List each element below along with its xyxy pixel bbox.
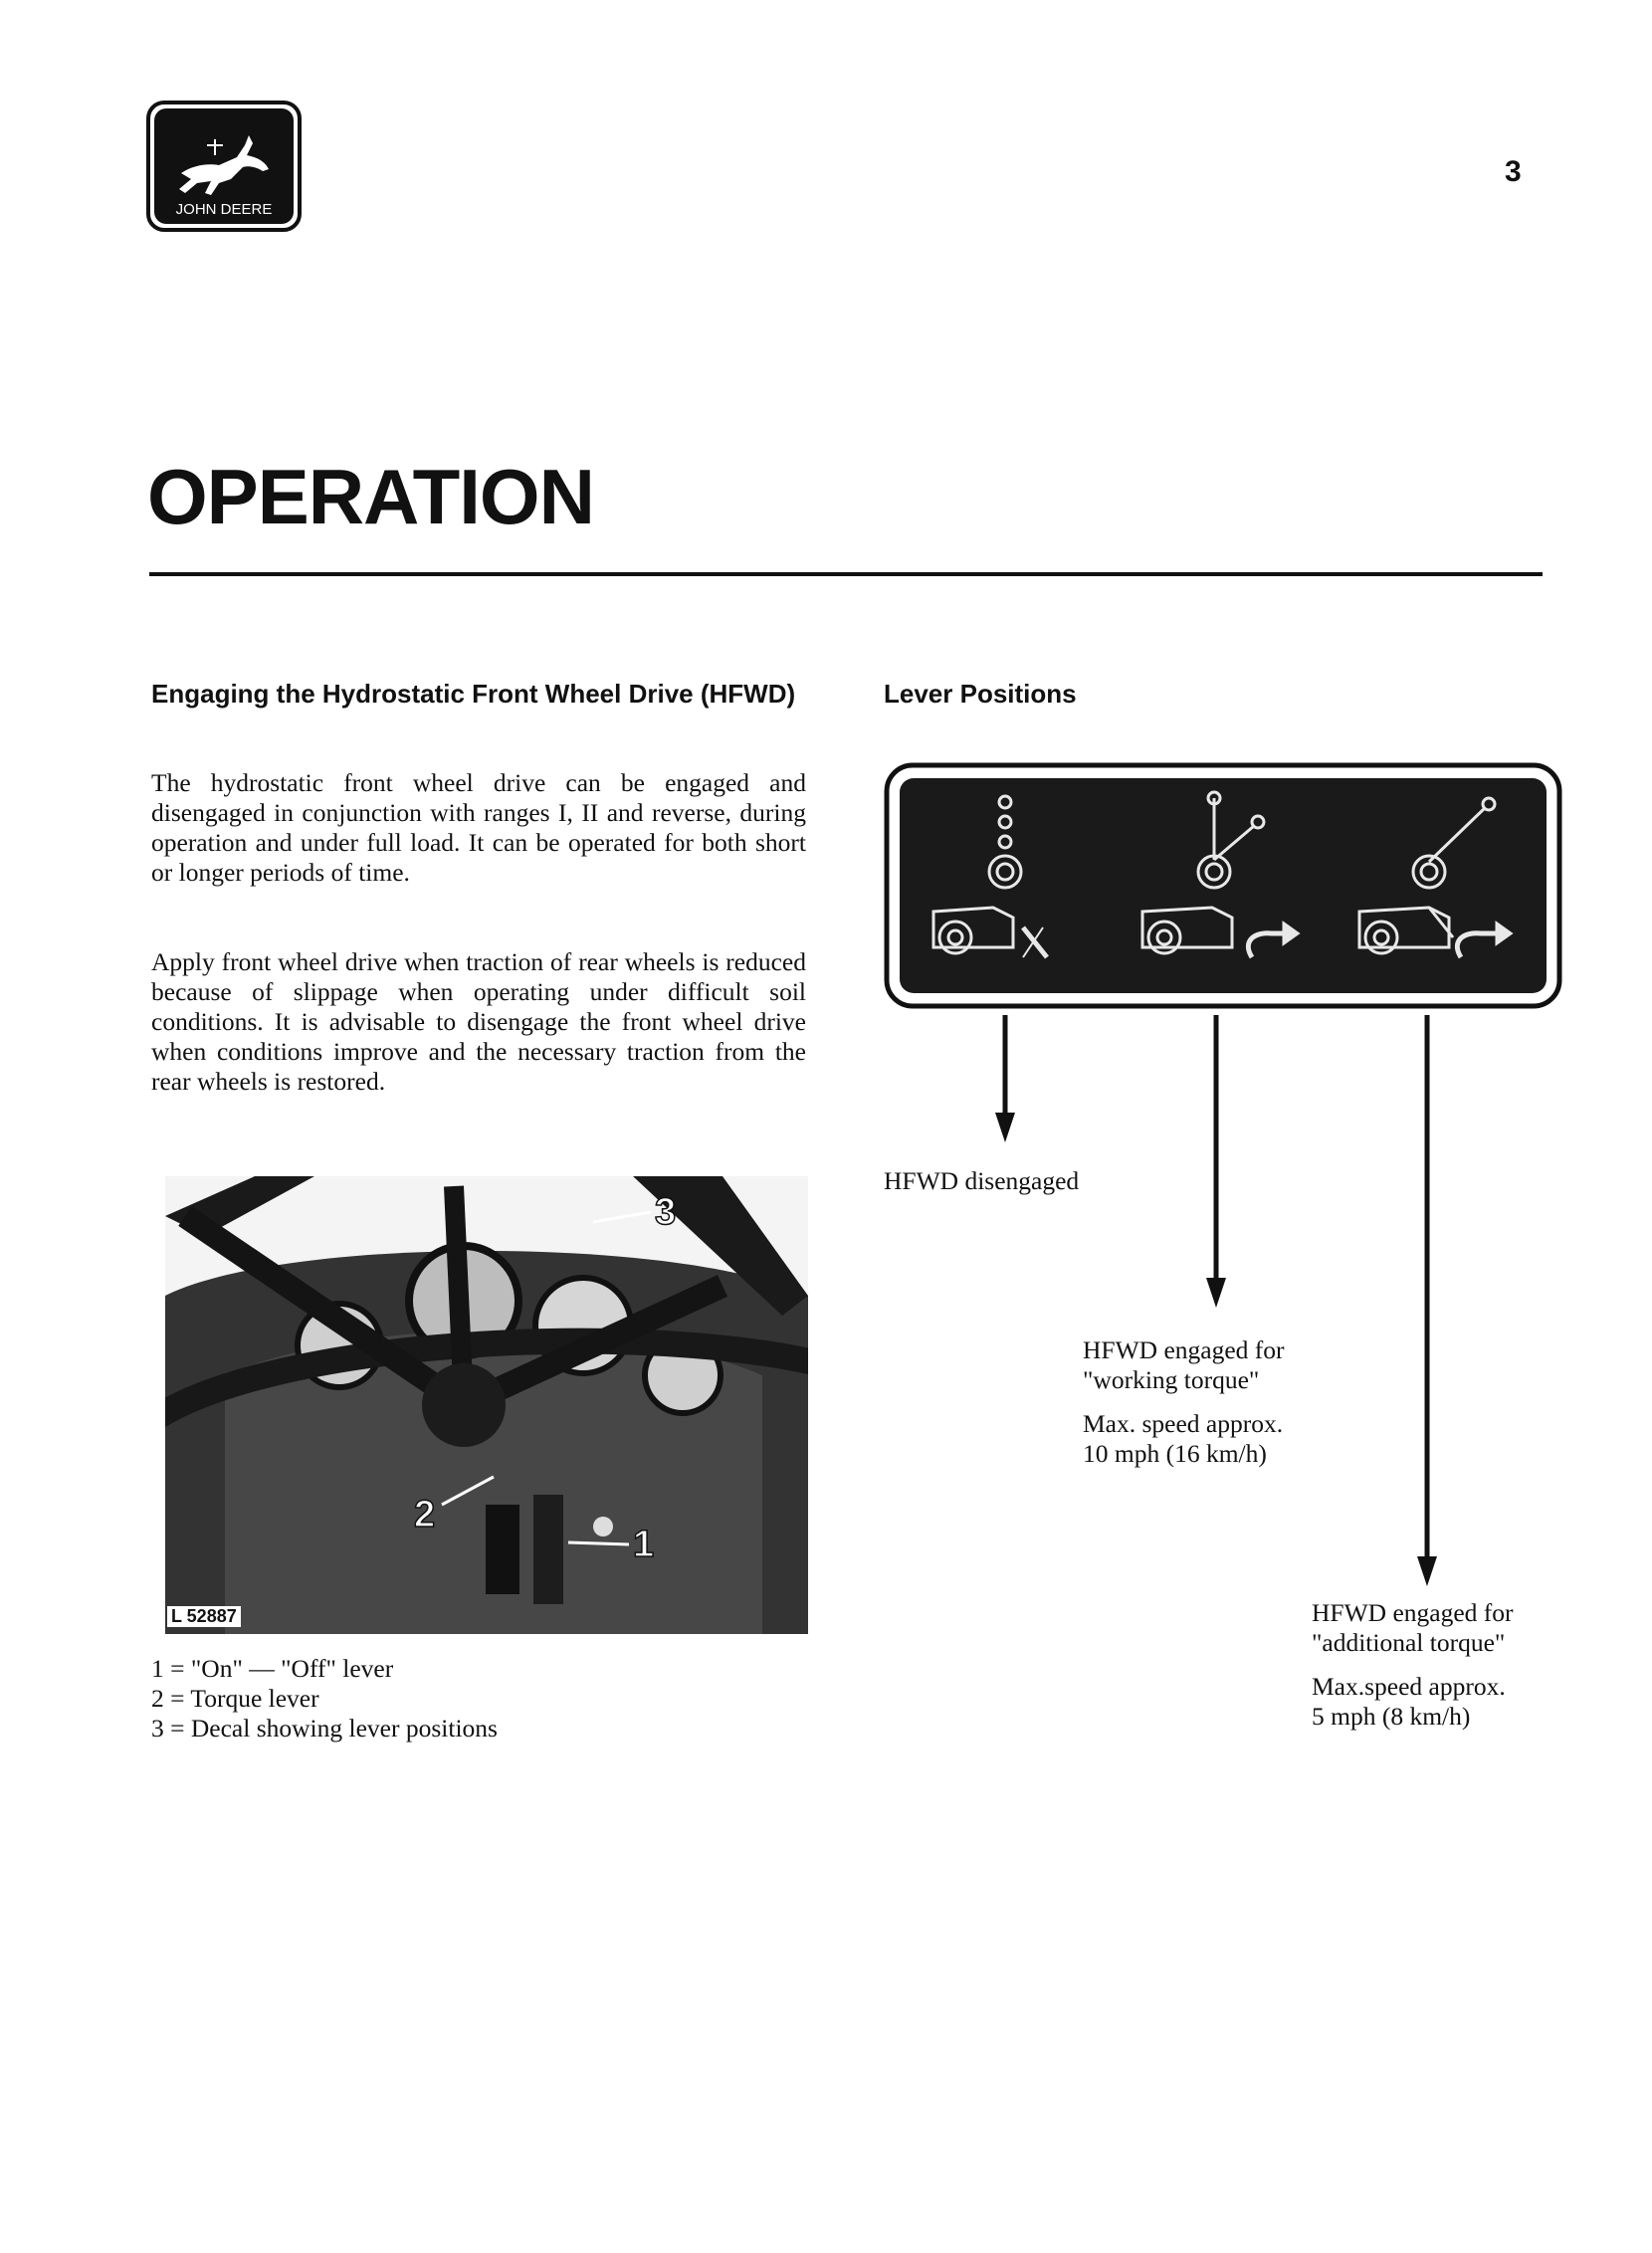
position-additional-torque-label-line2: "additional torque" [1312, 1628, 1506, 1657]
page-number: 3 [1505, 155, 1522, 188]
position-additional-torque [1312, 1598, 1514, 1732]
legend-item-2: 2 = Torque lever [151, 1684, 319, 1713]
photo-callout-2: 2 [414, 1494, 436, 1536]
position-working-torque-label-line2: "working torque" [1083, 1365, 1260, 1394]
legend-item-1: 1 = "On" — "Off" lever [151, 1654, 394, 1683]
arrow-head-disengaged [995, 1113, 1015, 1142]
photo-callout-3: 3 [655, 1191, 677, 1233]
position-working-torque-label-line1: HFWD engaged for [1083, 1335, 1285, 1364]
position-disengaged-label: HFWD disengaged [884, 1166, 1080, 1195]
section-heading-hfwd: Engaging the Hydrostatic Front Wheel Drive (HFWD) [151, 679, 796, 709]
position-additional-torque-speed-line1: Max.speed approx. [1312, 1672, 1506, 1701]
photo-callout-1: 1 [633, 1524, 655, 1565]
legend-item-3: 3 = Decal showing lever positions [151, 1714, 498, 1742]
paragraph-engaging: The hydrostatic front wheel drive can be engaged and disengaged in conjunction with ranges I, II and reverse, during operation and under full load. It can be operated for both short or longer periods of time. [151, 768, 806, 887]
paragraph-apply: Apply front wheel drive when traction of rear wheels is reduced because of slippage when operating under difficult soil conditions. It is advisable to disengage the front wheel drive when conditions improve and the necessary traction from the rear wheels is restored. [151, 947, 806, 1096]
position-working-torque-speed-line1: Max. speed approx. [1083, 1409, 1284, 1438]
lever-positions-decal [884, 762, 1562, 1009]
position-additional-torque-speed-line2: 5 mph (8 km/h) [1312, 1702, 1471, 1731]
photo-legend [151, 1654, 498, 1743]
section-heading-lever-positions: Lever Positions [884, 679, 1077, 709]
arrow-head-additional-torque [1417, 1556, 1437, 1586]
title-divider [149, 572, 1543, 576]
tractor-controls-photo [165, 1176, 808, 1634]
position-additional-torque-label-line1: HFWD engaged for [1312, 1598, 1514, 1627]
page-title: OPERATION [147, 453, 594, 540]
john-deere-logo [145, 100, 303, 233]
lever-position-arrows [975, 1007, 1453, 1594]
position-working-torque [1083, 1335, 1285, 1469]
position-disengaged [884, 1166, 1079, 1196]
svg-text:JOHN DEERE: JOHN DEERE [175, 201, 273, 218]
arrow-head-working-torque [1206, 1278, 1226, 1308]
photo-reference-label: L 52887 [167, 1606, 241, 1627]
position-working-torque-speed-line2: 10 mph (16 km/h) [1083, 1439, 1267, 1468]
